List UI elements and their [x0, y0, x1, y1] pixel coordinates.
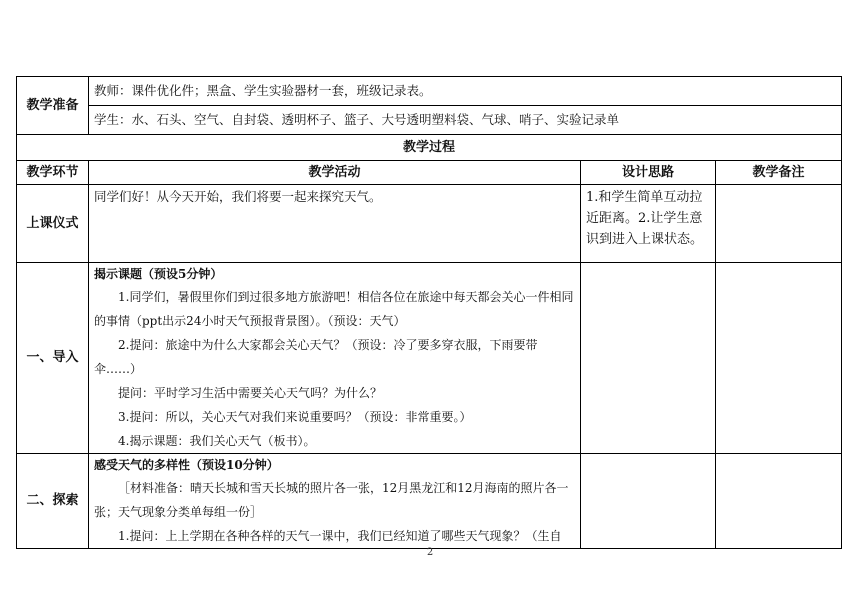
- process-title-row: [17, 135, 842, 161]
- explore-heading: 感受天气的多样性（预设10分钟）: [94, 458, 279, 472]
- intro-paragraph-4: 3.提问：所以，关心天气对我们来说重要吗？（预设：非常重要。）: [118, 410, 472, 424]
- intro-activity: [89, 263, 581, 454]
- intro-design: [581, 263, 716, 454]
- lesson-plan-page: [16, 76, 841, 549]
- prep-teacher-text: 教师：课件优化件；黑盒、学生实验器材一套，班级记录表。: [89, 77, 842, 106]
- opening-activity: 同学们好！从今天开始，我们将要一起来探究天气。: [89, 185, 581, 263]
- opening-notes: [716, 185, 842, 263]
- lesson-plan-table: [16, 76, 842, 549]
- intro-row: [17, 263, 842, 454]
- explore-notes: [716, 454, 842, 549]
- opening-stage: 上课仪式: [17, 185, 89, 263]
- prep-student-row: [17, 106, 842, 135]
- intro-paragraph-1: 1.同学们，暑假里你们到过很多地方旅游吧！相信各位在旅途中每天都会关心一件相同的事情（ppt出示24小时天气预报背景图）。（预设：天气）: [94, 290, 574, 328]
- explore-paragraph-2: 1.提问：上上学期在各种各样的天气一课中，我们已经知道了哪些天气现象？（生自: [118, 529, 562, 543]
- explore-row: [17, 454, 842, 549]
- prep-label: 教学准备: [17, 77, 89, 135]
- explore-activity: [89, 454, 581, 549]
- intro-paragraph-3: 提问：平时学习生活中需要关心天气吗？为什么？: [118, 386, 383, 400]
- intro-paragraph-5: 4.揭示课题：我们关心天气（板书）。: [118, 434, 316, 448]
- explore-paragraph-1: ［材料准备：晴天长城和雪天长城的照片各一张，12月黑龙江和12月海南的照片各一张；天气现象分类单每组一份］: [94, 481, 569, 519]
- page-number: 2: [426, 547, 434, 558]
- opening-design: 1.和学生简单互动拉近距离。2.让学生意识到进入上课状态。: [581, 185, 716, 263]
- explore-stage: 二、探索: [17, 454, 89, 549]
- intro-heading: 揭示课题（预设5分钟）: [94, 267, 223, 281]
- prep-student-text: 学生：水、石头、空气、自封袋、透明杯子、篮子、大号透明塑料袋、气球、哨子、实验记录单: [89, 106, 842, 135]
- intro-paragraph-2: 2.提问：旅途中为什么大家都会关心天气？（预设：冷了要多穿衣服，下雨要带伞……）: [94, 338, 538, 376]
- prep-teacher-row: [17, 77, 842, 106]
- intro-stage: 一、导入: [17, 263, 89, 454]
- header-design: 设计思路: [581, 161, 716, 185]
- header-notes: 教学备注: [716, 161, 842, 185]
- opening-row: [17, 185, 842, 263]
- intro-notes: [716, 263, 842, 454]
- process-title: 教学过程: [17, 135, 842, 161]
- explore-design: [581, 454, 716, 549]
- header-activity: 教学活动: [89, 161, 581, 185]
- header-row: [17, 161, 842, 185]
- header-stage: 教学环节: [17, 161, 89, 185]
